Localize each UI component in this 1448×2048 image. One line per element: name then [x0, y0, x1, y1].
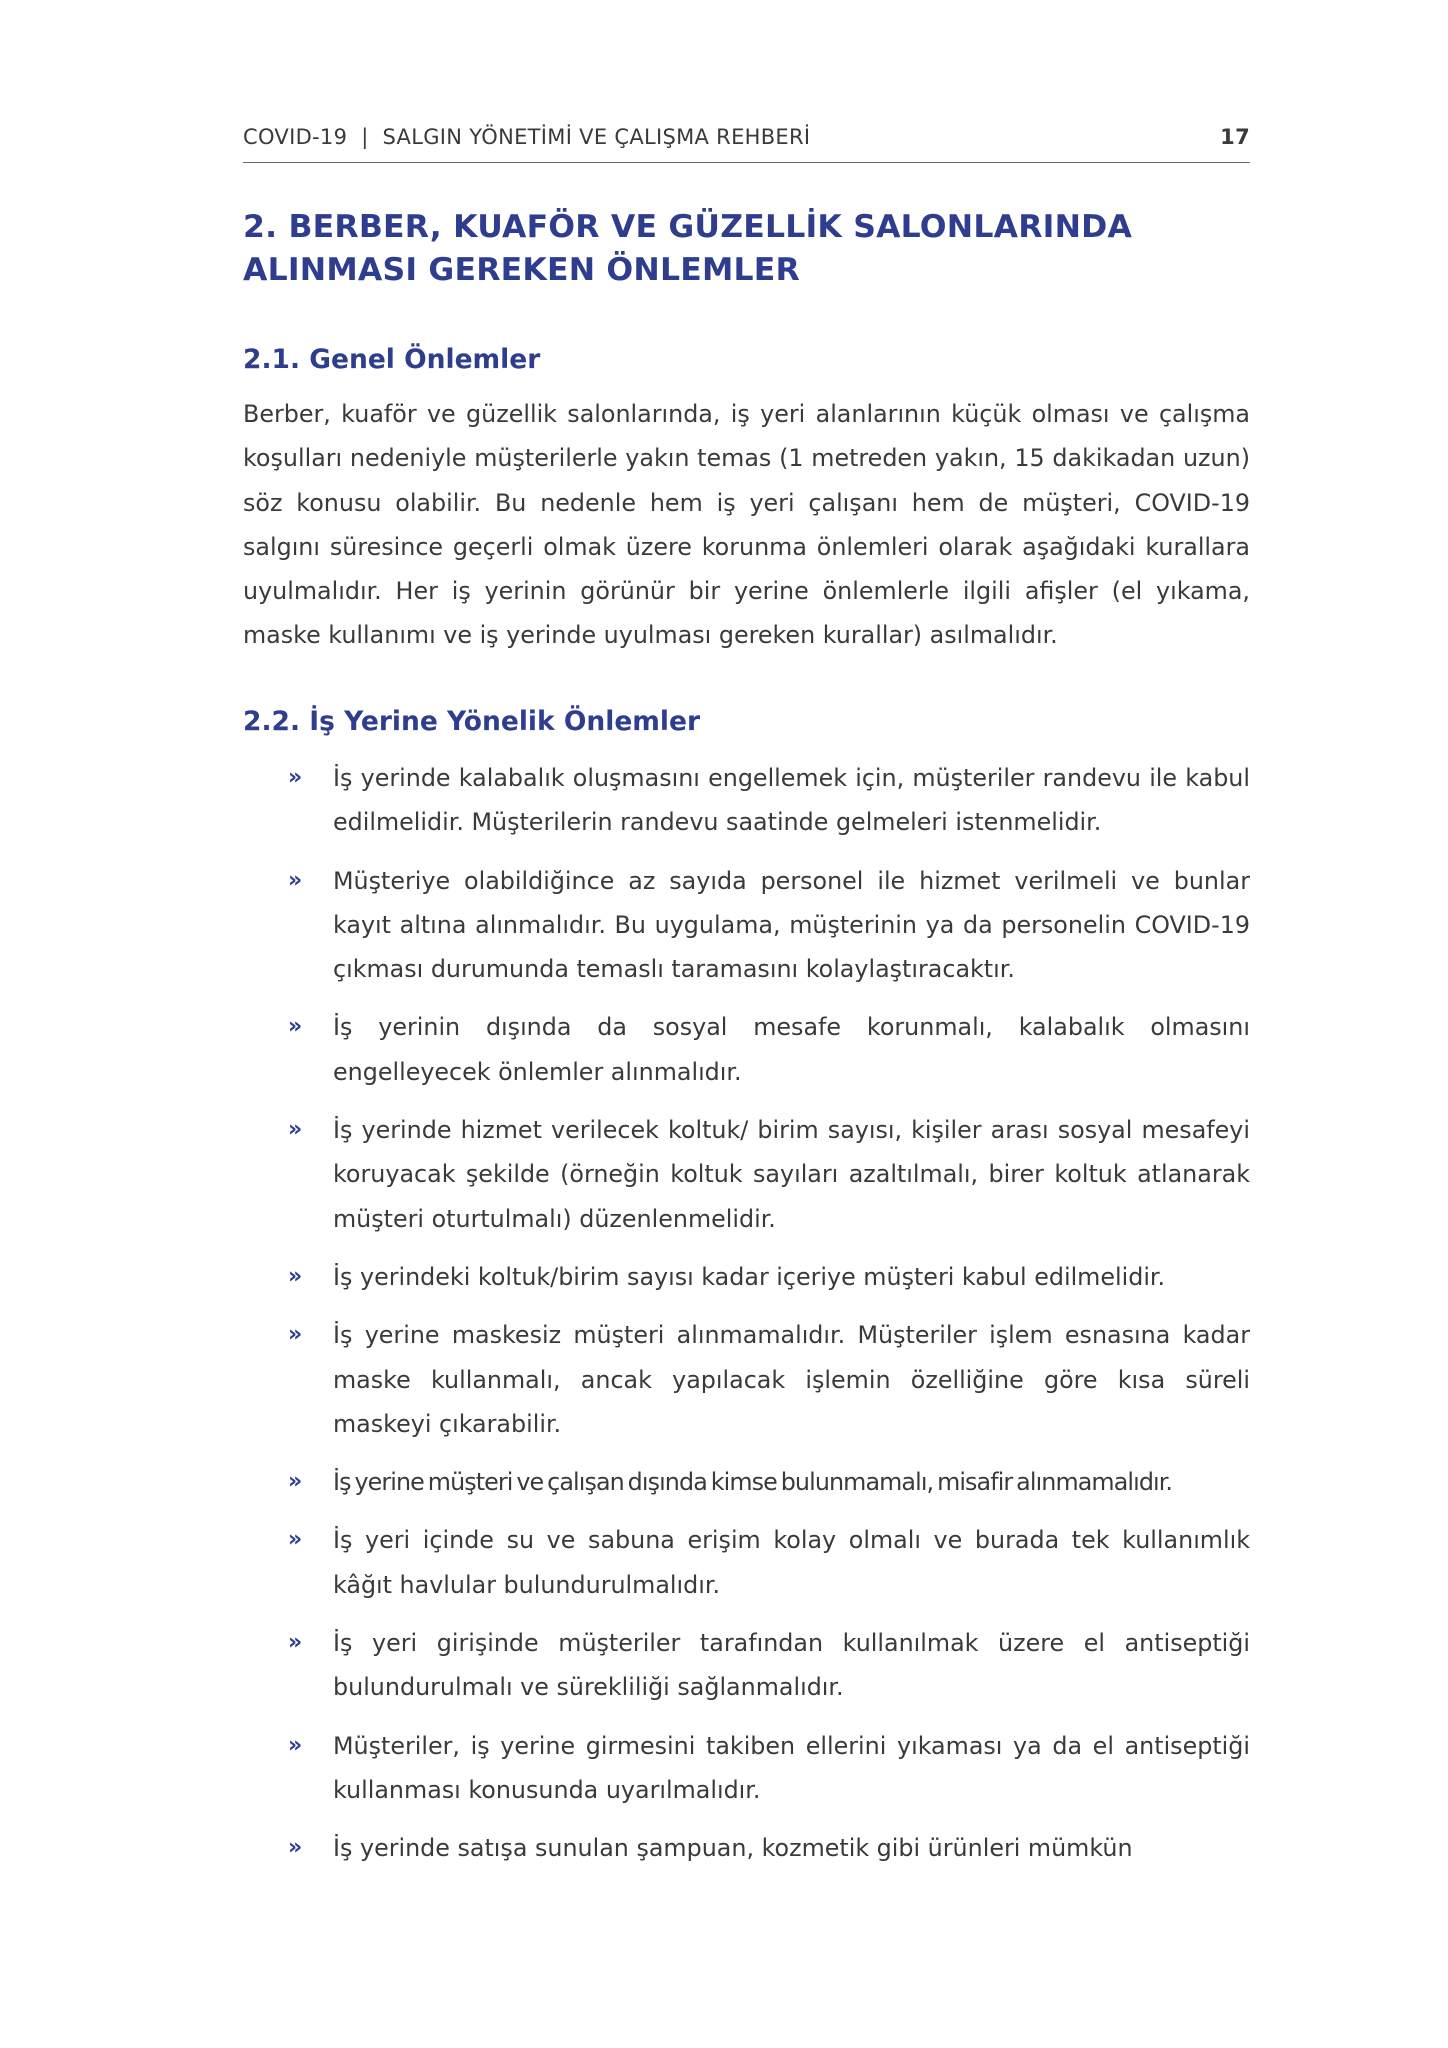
workplace-measures-list	[243, 756, 1250, 1885]
section-heading-workplace: 2.2. İş Yerine Yönelik Önlemler	[243, 706, 701, 737]
list-item	[243, 756, 1250, 845]
bullet-chevron-icon: »	[288, 1014, 303, 1040]
list-item	[243, 1724, 1250, 1813]
bullet-chevron-icon: »	[288, 1527, 303, 1553]
list-item	[243, 1255, 1250, 1299]
list-item	[243, 1518, 1250, 1607]
list-item	[243, 1621, 1250, 1710]
list-item-text: İş yerinde hizmet verilecek koltuk/ birim sayısı, kişiler arası sosyal mesafeyi koruyacak şekilde (örneğin koltuk sayıları azaltılmalı, birer koltuk atlanarak müşteri oturtulmalı) düzenlenmelidir.	[333, 1116, 1250, 1233]
list-item-text: İş yerine müşteri ve çalışan dışında kimse bulunmamalı, misafir alınmamalıdır.	[333, 1468, 1173, 1497]
running-header-title: COVID-19 | SALGIN YÖNETİMİ VE ÇALIŞMA REHBERİ	[243, 125, 811, 149]
list-item-text: İş yerinde satışa sunulan şampuan, kozmetik gibi ürünleri mümkün	[333, 1834, 1133, 1863]
list-item	[243, 1005, 1250, 1094]
bullet-chevron-icon: »	[288, 1469, 302, 1495]
section-heading-general: 2.1. Genel Önlemler	[243, 344, 541, 375]
chapter-title: 2. BERBER, KUAFÖR VE GÜZELLİK SALONLARINDA ALINMASI GEREKEN ÖNLEMLER	[243, 209, 1133, 288]
list-item-text: İş yeri içinde su ve sabuna erişim kolay olmalı ve burada tek kullanımlık kâğıt havlular bulundurulmalıdır.	[333, 1526, 1250, 1599]
bullet-chevron-icon: »	[288, 1630, 303, 1656]
list-item	[243, 1826, 1250, 1870]
list-item-text: İş yerine maskesiz müşteri alınmamalıdır. Müşteriler işlem esnasına kadar maske kullanmalı, ancak yapılacak işlemin özelliğine göre kısa süreli maskeyi çıkarabilir.	[333, 1321, 1250, 1438]
list-item-text: Müşteriye olabildiğince az sayıda personel ile hizmet verilmeli ve bunlar kayıt altına alınmalıdır. Bu uygulama, müşterinin ya da personelin COVID-19 çıkması durumunda temaslı taramasını kolaylaştıracaktır.	[333, 866, 1250, 984]
list-item-text: İş yerinde kalabalık oluşmasını engellemek için, müşteriler randevu ile kabul edilmelidir. Müşterilerin randevu saatinde gelmeleri istenmelidir.	[333, 764, 1250, 837]
list-item-text: İş yeri girişinde müşteriler tarafından kullanılmak üzere el antiseptiği bulundurulmalı ve sürekliliği sağlanmalıdır.	[333, 1629, 1250, 1702]
list-item-text: İş yerinin dışında da sosyal mesafe korunmalı, kalabalık olmasını engelleyecek önlemler alınmalıdır.	[333, 1013, 1250, 1086]
section-paragraph-general: Berber, kuaför ve güzellik salonlarında, iş yeri alanlarının küçük olması ve çalışma koşulları nedeniyle müşterilerle yakın temas (1 metreden yakın, 15 dakikadan uzun) söz konusu olabilir. Bu nedenle hem iş yeri çalışanı hem de müşteri, COVID-19 salgını süresince geçerli olmak üzere korunma önlemleri olarak aşağıdaki kurallara uyulmalıdır. Her iş yerinin görünür bir yerine önlemlerle ilgili afişler (el yıkama, maske kullanımı ve iş yerinde uyulması gereken kurallar) asılmalıdır.	[243, 400, 1250, 650]
bullet-chevron-icon: »	[288, 1732, 303, 1758]
list-item-text: Müşteriler, iş yerine girmesini takiben ellerini yıkaması ya da el antiseptiği kullanması konusunda uyarılmalıdır.	[333, 1731, 1250, 1804]
bullet-chevron-icon: »	[288, 765, 303, 790]
bullet-chevron-icon: »	[288, 1322, 303, 1348]
list-item	[243, 1460, 1250, 1504]
bullet-chevron-icon: »	[288, 1117, 303, 1143]
bullet-chevron-icon: »	[288, 1263, 303, 1289]
list-item	[243, 859, 1250, 992]
list-item	[243, 1108, 1250, 1241]
bullet-chevron-icon: »	[288, 1835, 303, 1861]
running-header	[243, 125, 1250, 163]
list-item-text: İş yerindeki koltuk/birim sayısı kadar içeriye müşteri kabul edilmelidir.	[333, 1262, 1166, 1291]
bullet-chevron-icon: »	[288, 867, 303, 893]
list-item	[243, 1313, 1250, 1446]
page-number: 17	[1220, 125, 1250, 149]
